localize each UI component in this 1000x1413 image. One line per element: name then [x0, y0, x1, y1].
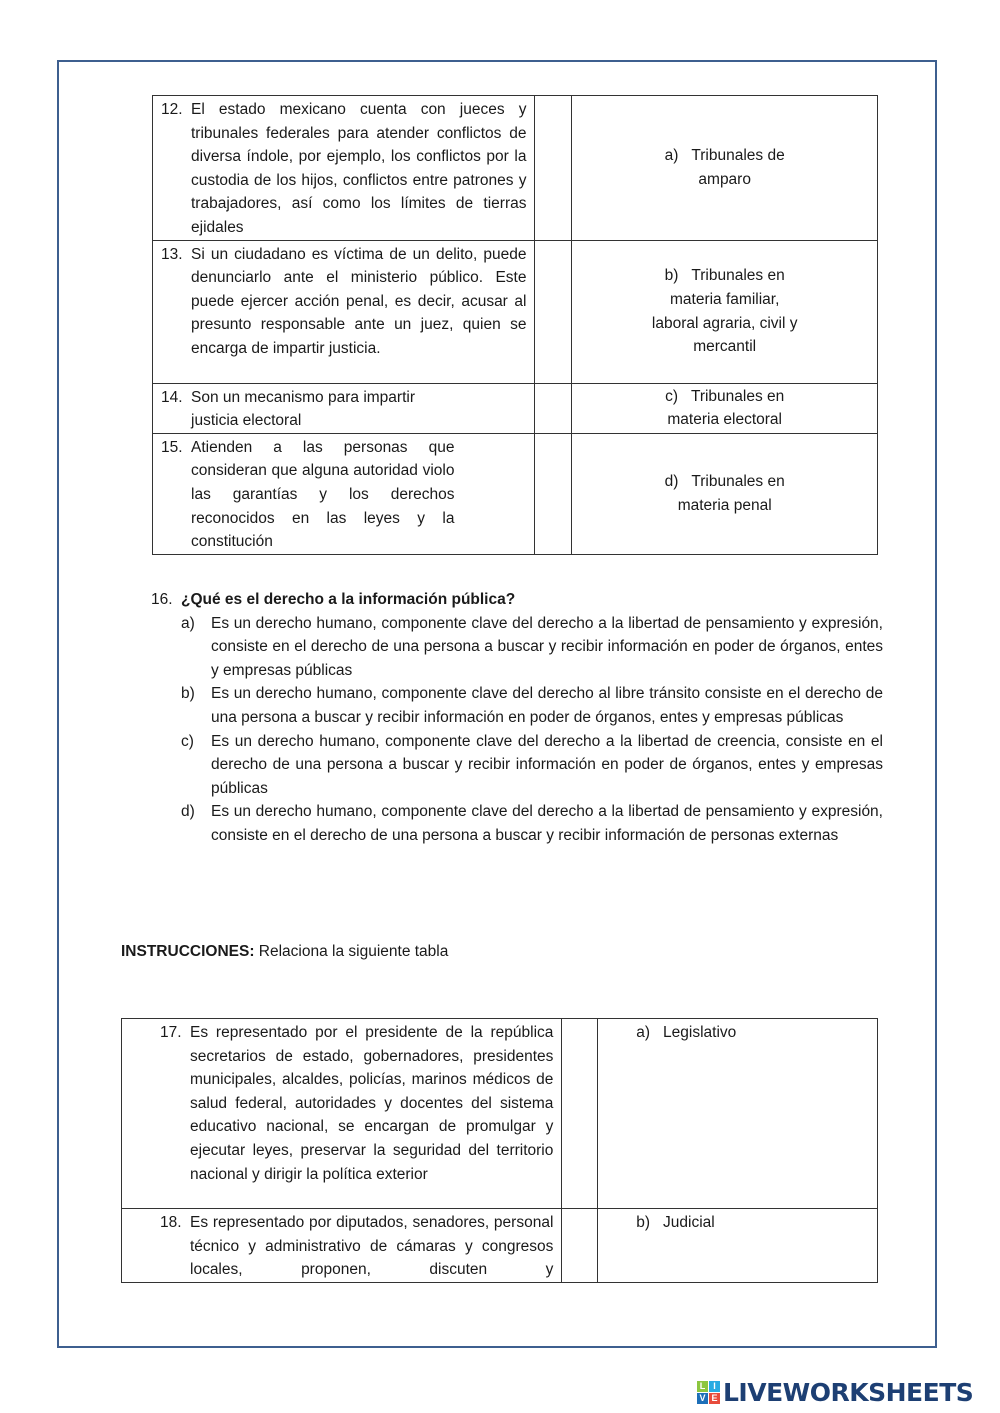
- table-row: [122, 1209, 878, 1283]
- instructions-text: Relaciona la siguiente tabla: [254, 943, 449, 960]
- option-c[interactable]: [181, 730, 883, 801]
- option-text: Es un derecho humano, componente clave del derecho a la libertad de creencia, consiste en el derecho de una persona a buscar y recibir información en poder de órganos, entes y empresas públicas: [211, 732, 883, 797]
- answer-box[interactable]: [562, 1019, 598, 1209]
- answer-box[interactable]: [562, 1209, 598, 1283]
- option-letter: c): [665, 387, 679, 405]
- answer-box[interactable]: [535, 96, 572, 241]
- option-text: Tribunales en materia familiar, laboral agraria, civil y mercantil: [651, 267, 798, 356]
- option-text: Es un derecho humano, componente clave del derecho a la libertad de pensamiento y expresión, consiste en el derecho de una persona a buscar y recibir información en poder de órganos, entes y empresas públicas: [211, 614, 883, 679]
- question-number: 15.: [161, 438, 183, 456]
- answer-box[interactable]: [535, 433, 572, 554]
- option-letter: a): [664, 147, 679, 165]
- matching-table-2: [121, 1018, 878, 1283]
- option-text: Tribunales de amparo: [691, 147, 785, 188]
- option-b[interactable]: [181, 682, 883, 729]
- question-text: Si un ciudadano es víctima de un delito, puede denunciarlo ante el ministerio público. Este puede ejercer acción penal, es decir, acusar al presunto responsable ante un juez, quien se encarga de impartir justicia.: [191, 245, 527, 357]
- question-number: 12.: [161, 101, 183, 118]
- question-number: 18.: [160, 1214, 182, 1231]
- option-letter: d): [664, 473, 679, 491]
- table-row: [153, 240, 878, 383]
- option-text: Es un derecho humano, componente clave del derecho al libre tránsito consiste en el derecho de una persona a buscar y recibir información en poder de órganos, entes y empresas públicas: [211, 685, 883, 726]
- option-letter: b): [636, 1214, 651, 1231]
- question-text: Es representado por diputados, senadores, personal técnico y administrativo de cámaras y congresos locales, proponen, discuten y: [190, 1214, 554, 1279]
- option-a[interactable]: [181, 612, 883, 683]
- option-text: Tribunales en materia electoral: [667, 387, 785, 429]
- table-row: [153, 433, 878, 554]
- question-number: 14.: [161, 388, 183, 406]
- option-text: Legislativo: [663, 1024, 737, 1041]
- option-letter: c): [181, 732, 194, 750]
- answer-box[interactable]: [535, 240, 572, 383]
- table-row: [153, 383, 878, 433]
- table-row: [122, 1019, 878, 1209]
- option-text: Judicial: [663, 1214, 715, 1231]
- option-letter: a): [636, 1024, 651, 1041]
- question-text: Es representado por el presidente de la república secretarios de estado, gobernadores, presidentes municipales, alcaldes, policías, marinos médicos de salud federal, autoridades y docentes del sistema educativo nacional, se encargan de promulgar y ejecutar leyes, preservar la seguridad del territorio nacional y dirigir la política exterior: [190, 1024, 554, 1183]
- question-number: 16.: [151, 591, 173, 608]
- question-text: Son un mecanismo para impartir justicia electoral: [191, 388, 415, 430]
- question-text: El estado mexicano cuenta con jueces y tribunales federales para atender conflictos de diversa índole, por ejemplo, los conflictos por la custodia de los hijos, conflictos entre patrones y trabajadores, así como los límites de tierras ejidales: [191, 101, 527, 236]
- logo-text: LIVEWORKSHEETS: [723, 1378, 974, 1407]
- option-letter: b): [664, 267, 679, 285]
- question-text: Atienden a las personas que consideran que alguna autoridad violo las garantías y los derechos reconocidos en las leyes y la constitución: [191, 438, 455, 551]
- option-d[interactable]: [181, 800, 883, 847]
- logo-blocks-icon: L I V E: [697, 1381, 720, 1404]
- option-text: Tribunales en materia penal: [677, 473, 785, 514]
- option-letter: a): [181, 614, 195, 632]
- instructions: [121, 943, 448, 961]
- table-row: [153, 96, 878, 241]
- option-letter: b): [181, 685, 195, 703]
- question-16: [151, 588, 883, 848]
- question-title: ¿Qué es el derecho a la información pública?: [181, 591, 516, 608]
- option-letter: d): [181, 803, 195, 821]
- question-number: 17.: [160, 1024, 182, 1041]
- liveworksheets-logo[interactable]: [697, 1378, 973, 1407]
- question-number: 13.: [161, 245, 183, 263]
- answer-box[interactable]: [535, 383, 572, 433]
- instructions-label: INSTRUCCIONES:: [121, 943, 255, 960]
- matching-table-1: [152, 95, 878, 555]
- option-text: Es un derecho humano, componente clave del derecho a la libertad de pensamiento y expresión, consiste en el derecho de una persona a buscar y recibir información de personas externas: [211, 803, 883, 844]
